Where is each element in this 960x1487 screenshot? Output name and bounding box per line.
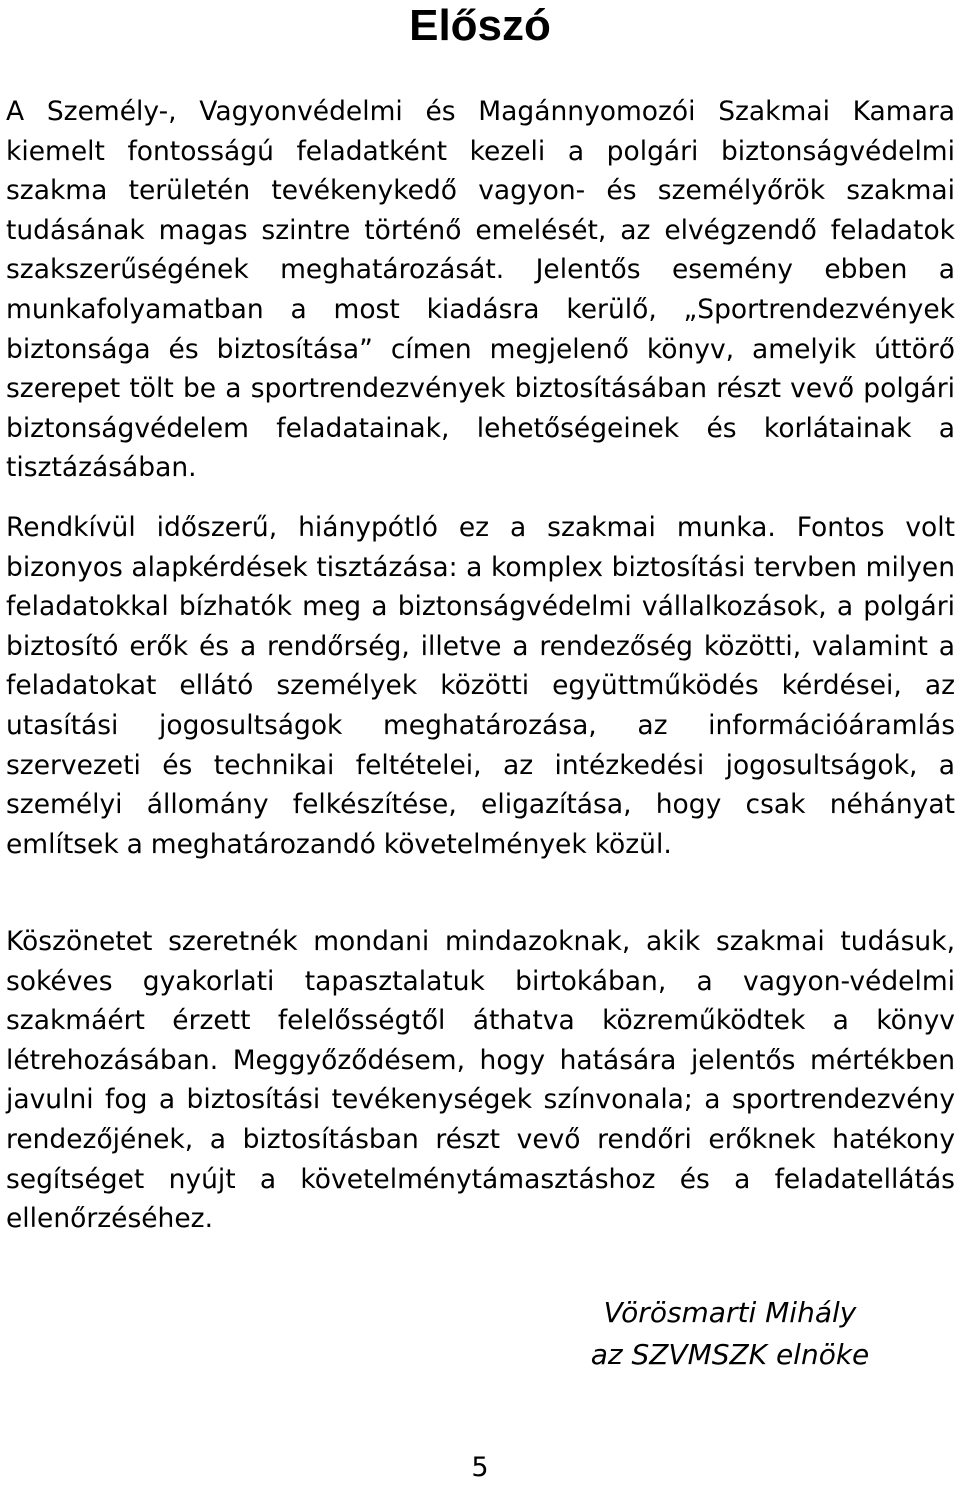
page-title: Előszó [409,1,551,50]
paragraph-2: Rendkívül időszerű, hiánypótló ez a szakmai munka. Fontos volt bizonyos alapkérdések tisztázása: a komplex biztosítási tervben milyen feladatokkal bízhatók meg a biztonságvédelmi vállalkozások, a polgári biztosító erők és a rendőrség, illetve a rendezőség közötti, valamint a feladatokat ellátó személyek közötti együttműködés kérdései, az utasítási jogosultságok meghatározása, az információáramlás szervezeti és technikai feltételei, az intézkedési jogosultságok, a személyi állomány felkészítése, eligazítása, hogy csak néhányat említsek a meghatározandó követelmények közül. [6,512,955,860]
signature-name: Vörösmarti Mihály [603,1296,857,1329]
page-number: 5 [471,1452,489,1483]
signature-block [560,1292,900,1376]
paragraph-1: A Személy-, Vagyonvédelmi és Magánnyomozói Szakmai Kamara kiemelt fontosságú feladatként kezeli a polgári biztonságvédelmi szakma területén tevékenykedő vagyon- és személyőrök szakmai tudásának magas szintre történő emelését, az elvégzendő feladatok szakszerűségének meghatározását. Jelentős esemény ebben a munkafolyamatban a most kiadásra kerülő, „Sportrendezvények biztonsága és biztosítása” címen megjelenő könyv, amelyik úttörő szerepet tölt be a sportrendezvények biztosításában részt vevő polgári biztonságvédelem feladatainak, lehetőségeinek és korlátainak a tisztázásában. [6,96,955,484]
signature-role: az SZVMSZK elnöke [590,1338,870,1371]
paragraph-3: Köszönetet szeretnék mondani mindazoknak, akik szakmai tudásuk, sokéves gyakorlati tapasztalatuk birtokában, a vagyon-védelmi szakmáért érzett felelősségtől áthatva közreműködtek a könyv létrehozásában. Meggyőződésem, hogy hatására jelentős mértékben javulni fog a biztosítási tevékenységek színvonala; a sportrendezvény rendezőjének, a biztosításban részt vevő rendőri erőknek hatékony segítséget nyújt a követelménytámasztáshoz és a feladatellátás ellenőrzéséhez. [6,926,955,1235]
